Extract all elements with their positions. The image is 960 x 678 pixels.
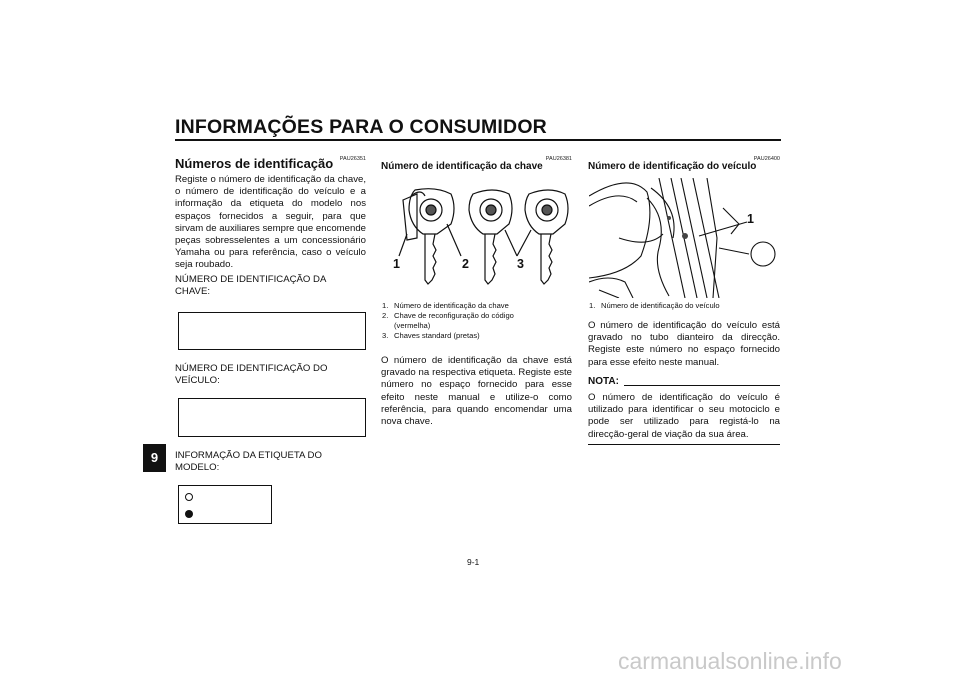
vin-box: [178, 398, 366, 437]
intro-paragraph: Registe o número de identificação da chave, o número de identificação do veículo e a informação da etiqueta do modelo nos espaços fornecidos a seguir, para que sirvam de auxiliares sempre que encomende peças sobresselentes a um concessionário Yamaha ou para referência, caso o veículo seja roubado.: [175, 174, 366, 271]
page-number: 9-1: [467, 557, 480, 567]
filled-circle-icon: [185, 510, 193, 518]
note-rule-top: [624, 385, 780, 386]
key-caption-list: [382, 301, 572, 341]
caption-item-cont: (vermelha): [394, 321, 431, 330]
caption-item: 3. Chaves standard (pretas): [382, 331, 480, 340]
section-code-1: PAU26351: [339, 156, 366, 162]
keys-illustration: [381, 180, 573, 292]
empty-circle-icon: [185, 493, 193, 501]
page-title: INFORMAÇÕES PARA O CONSUMIDOR: [175, 116, 547, 138]
caption-item: 2. Chave de reconfiguração do código: [382, 311, 514, 320]
callout-2: 2: [462, 257, 469, 271]
model-label-label: INFORMAÇÃO DA ETIQUETA DO MODELO:: [175, 450, 322, 474]
section-code-3: PAU26400: [753, 156, 780, 162]
model-label-box: [178, 485, 272, 524]
note-rule-bottom: [588, 444, 780, 445]
note-label: NOTA:: [588, 376, 619, 387]
callout-1: 1: [393, 257, 400, 271]
vin-caption: 1. Número de identificação do veículo: [589, 301, 720, 310]
note-paragraph: O número de identificação do veículo é utilizado para identificar o seu motociclo e pode ser utilizado para registá-lo na direcção-geral de viação da sua área.: [588, 392, 780, 440]
watermark: carmanualsonline.info: [618, 648, 842, 674]
key-id-paragraph: O número de identificação da chave está gravado na respectiva etiqueta. Registe este número no espaço fornecido para esse efeito neste manual e utilize-o como referência, para quando encomendar uma nova chave.: [381, 355, 572, 428]
vin-label: NÚMERO DE IDENTIFICAÇÃO DO VEÍCULO:: [175, 363, 328, 387]
frame-illustration: [589, 178, 780, 298]
vin-callout-1: 1: [747, 212, 754, 226]
key-number-label: NÚMERO DE IDENTIFICAÇÃO DA CHAVE:: [175, 274, 326, 298]
section-title: Números de identificação: [175, 156, 334, 171]
vin-paragraph: O número de identificação do veículo está gravado no tubo dianteiro da direcção. Registe este número no espaço fornecido para esse efeito neste manual.: [588, 320, 780, 368]
chapter-tab: 9: [143, 444, 166, 472]
vin-title: Número de identificação do veículo: [588, 161, 757, 172]
key-id-title: Número de identificação da chave: [381, 161, 543, 172]
callout-3: 3: [517, 257, 524, 271]
title-rule: [175, 139, 781, 141]
caption-item: 1. Número de identificação da chave: [382, 301, 509, 310]
key-number-box: [178, 312, 366, 350]
section-code-2: PAU26381: [545, 156, 572, 162]
